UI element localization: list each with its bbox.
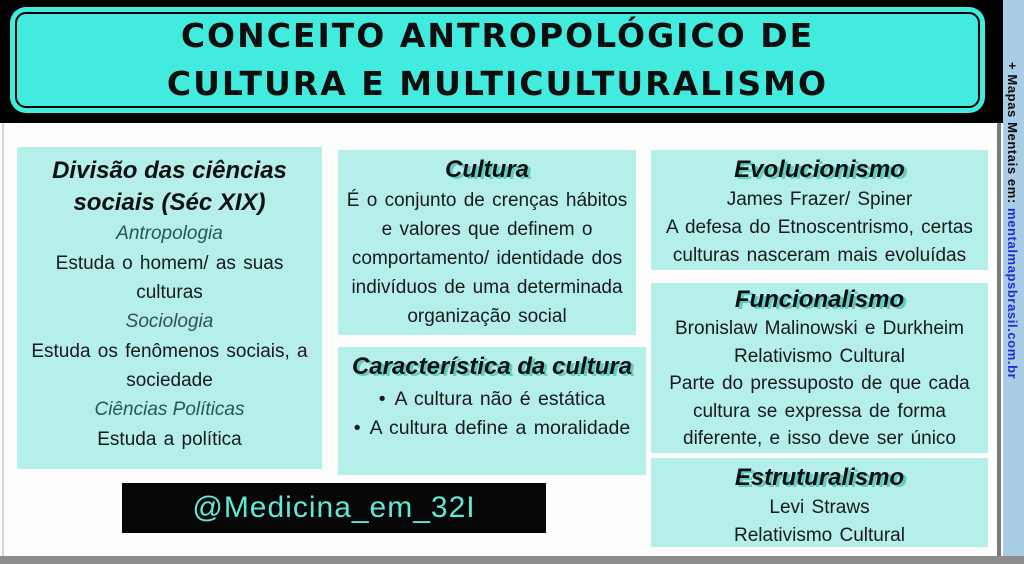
theory-keyword: Relativismo Cultural bbox=[734, 345, 905, 367]
theory-description: A defesa do Etnoscentrismo, certas culturas nasceram mais evoluídas bbox=[666, 217, 973, 266]
card-evolutionism bbox=[651, 150, 988, 270]
sidebar-credit-text bbox=[1005, 62, 1020, 379]
social-handle-box bbox=[122, 483, 546, 533]
header-strip bbox=[0, 0, 1003, 123]
page-title-line2: CULTURA E MULTICULTURALISMO bbox=[166, 64, 829, 103]
card-title: Estruturalismo bbox=[734, 464, 905, 491]
sidebar-credit-prefix: + Mapas Mentais em: bbox=[1005, 62, 1020, 209]
theory-description: Parte do pressuposto de que cada cultura se expressa de forma diferente, e isso deve ser único bbox=[669, 373, 970, 449]
title-banner-inner-border bbox=[15, 12, 980, 108]
card-structuralism bbox=[651, 458, 988, 547]
card-functionalism bbox=[651, 283, 988, 453]
list-item bbox=[346, 385, 638, 414]
theory-authors: Levi Straws bbox=[769, 497, 870, 518]
culture-definition-text: É o conjunto de crenças hábitos e valores que definem o comportamento/ identidade dos indivíduos de uma determinada organização social bbox=[346, 190, 628, 327]
discipline-description: Estuda os fenômenos sociais, a sociedade bbox=[31, 341, 308, 391]
content-right-edge bbox=[997, 123, 1001, 556]
theory-authors: James Frazer/ Spiner bbox=[726, 189, 913, 210]
card-title: Evolucionismo bbox=[734, 156, 905, 183]
theory-authors: Bronislaw Malinowski e Durkheim bbox=[675, 318, 964, 339]
sidebar-credit-strip bbox=[1003, 0, 1024, 564]
content-left-edge bbox=[2, 123, 4, 556]
bullet-icon bbox=[354, 414, 361, 443]
discipline-label: Ciências Políticas bbox=[94, 399, 245, 420]
card-title: Funcionalismo bbox=[734, 286, 905, 313]
title-banner bbox=[10, 7, 985, 113]
page-title-line1: CONCEITO ANTROPOLÓGICO DE bbox=[180, 16, 815, 55]
discipline-label: Sociologia bbox=[125, 311, 214, 332]
bullet-icon bbox=[379, 385, 386, 414]
card-social-sciences-division bbox=[17, 147, 322, 469]
card-culture-characteristics bbox=[338, 347, 646, 475]
list-item-text: A cultura define a moralidade bbox=[369, 417, 631, 439]
social-handle-text: @Medicina_em_32I bbox=[192, 491, 476, 524]
list-item bbox=[346, 414, 638, 443]
card-title: Característica da cultura bbox=[351, 353, 633, 380]
discipline-description: Estuda o homem/ as suas culturas bbox=[55, 253, 284, 303]
card-culture-definition bbox=[338, 150, 636, 335]
theory-keyword: Relativismo Cultural bbox=[734, 525, 905, 546]
card-title: Cultura bbox=[445, 156, 529, 183]
sidebar-credit-link[interactable]: mentalmapsbrasil.com.br bbox=[1005, 208, 1020, 380]
discipline-label: Antropologia bbox=[116, 223, 223, 244]
bottom-gray-strip bbox=[0, 556, 1024, 564]
card-title: Divisão das ciências sociais (Séc XIX) bbox=[52, 157, 287, 216]
list-item-text: A cultura não é estática bbox=[394, 388, 606, 410]
discipline-description: Estuda a política bbox=[97, 429, 242, 450]
characteristics-list bbox=[338, 383, 646, 443]
